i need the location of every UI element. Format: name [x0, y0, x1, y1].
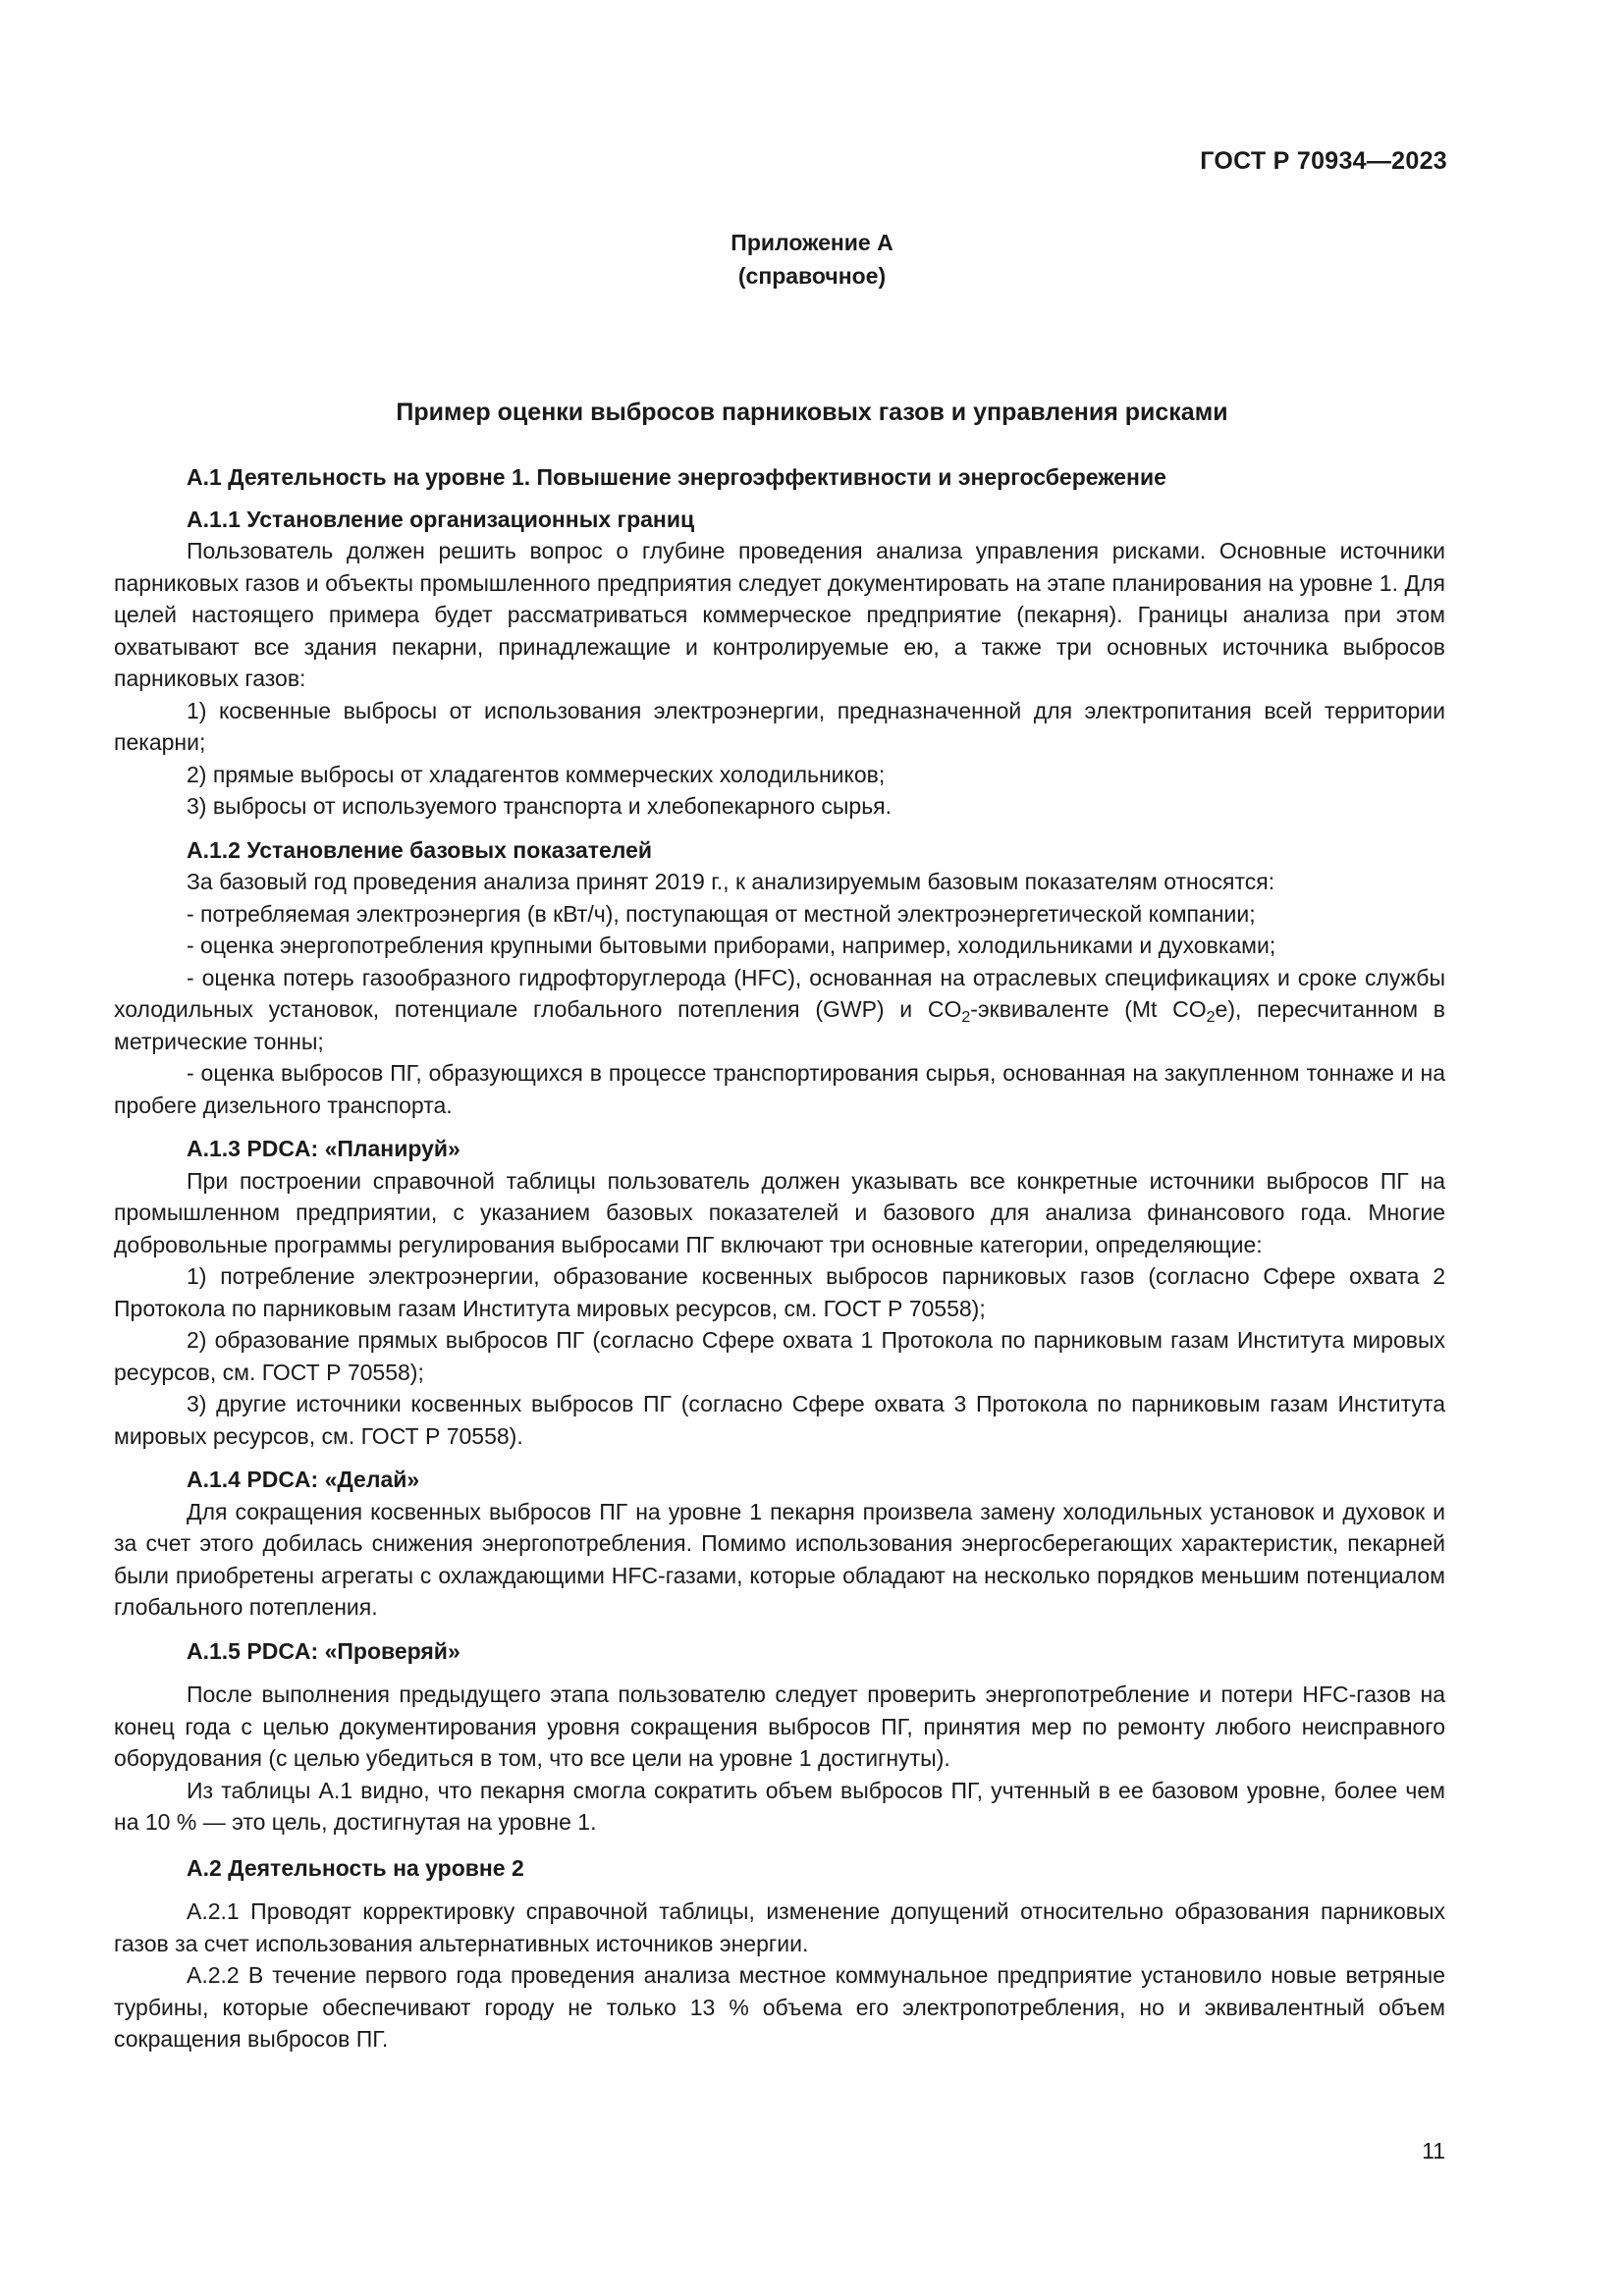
list-item: 1) потребление электроэнергии, образование косвенных выбросов парниковых газов (согласно Сфере охвата 2 Протокола по парниковым газам Института мировых ресурсов, см. ГОСТ Р 70558);: [114, 1263, 1445, 1321]
list-item: - потребляемая электроэнергия (в кВт/ч), поступающая от местной электроэнергетической компании;: [187, 900, 1256, 927]
page-number: 11: [1422, 2138, 1445, 2163]
annex-heading: [0, 226, 1624, 293]
paragraph: За базовый год проведения анализа принят 2019 г., к анализируемым базовым показателям относятся:: [187, 869, 1275, 894]
annex-note: (справочное): [737, 263, 887, 289]
list-item: 1) косвенные выбросы от использования электроэнергии, предназначенной для электропитания всей территории пекарни;: [114, 697, 1445, 755]
annex-title: Приложение А: [731, 230, 893, 255]
section-a2-heading: А.2 Деятельность на уровне 2: [187, 1854, 524, 1881]
subscript: 2: [1206, 1009, 1216, 1026]
paragraph: После выполнения предыдущего этапа пользователю следует проверить энергопотребление и потери HFC-газов на конец года с целью документирования уровня сокращения выбросов ПГ, принятия мер по ремонту любого неисправного оборудования (с целью убедиться в том, что все цели на уровне 1 достигнуты).: [114, 1682, 1445, 1771]
list-item: - оценка выбросов ПГ, образующихся в процессе транспортирования сырья, основанная на закупленном тоннаже и на пробеге дизельного транспорта.: [114, 1060, 1445, 1118]
list-item: [114, 962, 1445, 1058]
paragraph: А.2.1 Проводят корректировку справочной таблицы, изменение допущений относительно образования парниковых газов за счет использования альтернативных источников энергии.: [114, 1898, 1445, 1956]
main-title: Пример оценки выбросов парниковых газов и управления рисками: [396, 399, 1228, 426]
text-fragment: e), пересчитанном в метрические тонны;: [114, 996, 1445, 1054]
section-a12-heading: А.1.2 Установление базовых показателей: [187, 836, 653, 863]
list-item: 3) другие источники косвенных выбросов ПГ (согласно Сфере охвата 3 Протокола по парниковым газам Института мировых ресурсов, см. ГОСТ Р 70558).: [114, 1391, 1445, 1449]
text-fragment: - оценка потерь газообразного гидрофторуглерода (HFC), основанная на отраслевых спецификациях и сроке службы холодильных установок, потенциале глобального потепления (GWP) и CO: [114, 964, 1445, 1022]
list-item: 2) прямые выбросы от хладагентов коммерческих холодильников;: [187, 761, 886, 787]
paragraph: Для сокращения косвенных выбросов ПГ на уровне 1 пекарня произвела замену холодильных установок и духовок и за счет этого добилась снижения энергопотребления. Помимо использования энергосберегающих характеристик, пекарней были приобретены агрегаты с охлаждающими HFC-газами, которые обладают на несколько порядков меньшим потенциалом глобального потепления.: [114, 1498, 1445, 1620]
text-fragment: -эквиваленте (Mt CO: [970, 996, 1207, 1022]
list-item: 3) выбросы от используемого транспорта и хлебопекарного сырья.: [187, 793, 893, 819]
document-code: ГОСТ Р 70934—2023: [1200, 147, 1447, 175]
section-a13-heading: А.1.3 PDCA: «Планируй»: [187, 1136, 460, 1161]
section-a11-heading: А.1.1 Установление организационных границ: [187, 506, 695, 532]
section-a14-heading: А.1.4 PDCA: «Делай»: [187, 1467, 420, 1492]
list-item: 2) образование прямых выбросов ПГ (согласно Сфере охвата 1 Протокола по парниковым газам Института мировых ресурсов, см. ГОСТ Р 70558);: [114, 1327, 1445, 1385]
list-item: - оценка энергопотребления крупными бытовыми приборами, например, холодильниками и духовками;: [187, 933, 1276, 958]
subscript: 2: [961, 1009, 971, 1026]
paragraph: Из таблицы А.1 видно, что пекарня смогла сократить объем выбросов ПГ, учтенный в ее базовом уровне, более чем на 10 % — это цель, достигнутая на уровне 1.: [114, 1777, 1445, 1835]
document-body: [114, 461, 1445, 2056]
section-a1-heading: А.1 Деятельность на уровне 1. Повышение энергоэффективности и энергосбережение: [187, 464, 1166, 490]
paragraph: Пользователь должен решить вопрос о глубине проведения анализа управления рисками. Основные источники парниковых газов и объекты промышленного предприятия следует документировать на этапе планирования на уровне 1. Для целей настоящего примера будет рассматриваться коммерческое предприятие (пекарня). Границы анализа при этом охватывают все здания пекарни, принадлежащие и контролируемые ею, а также три основных источника выбросов парниковых газов:: [114, 538, 1445, 691]
paragraph: А.2.2 В течение первого года проведения анализа местное коммунальное предприятие установило новые ветряные турбины, которые обеспечивают городу не только 13 % объема его электропотребления, но и эквивалентный объем сокращения выбросов ПГ.: [114, 1962, 1445, 2052]
paragraph: При построении справочной таблицы пользователь должен указывать все конкретные источники выбросов ПГ на промышленном предприятии, с указанием базовых показателей и базового для анализа финансового года. Многие добровольные программы регулирования выбросами ПГ включают три основные категории, определяющие:: [114, 1167, 1445, 1257]
section-a15-heading: А.1.5 PDCA: «Проверяй»: [187, 1637, 460, 1664]
